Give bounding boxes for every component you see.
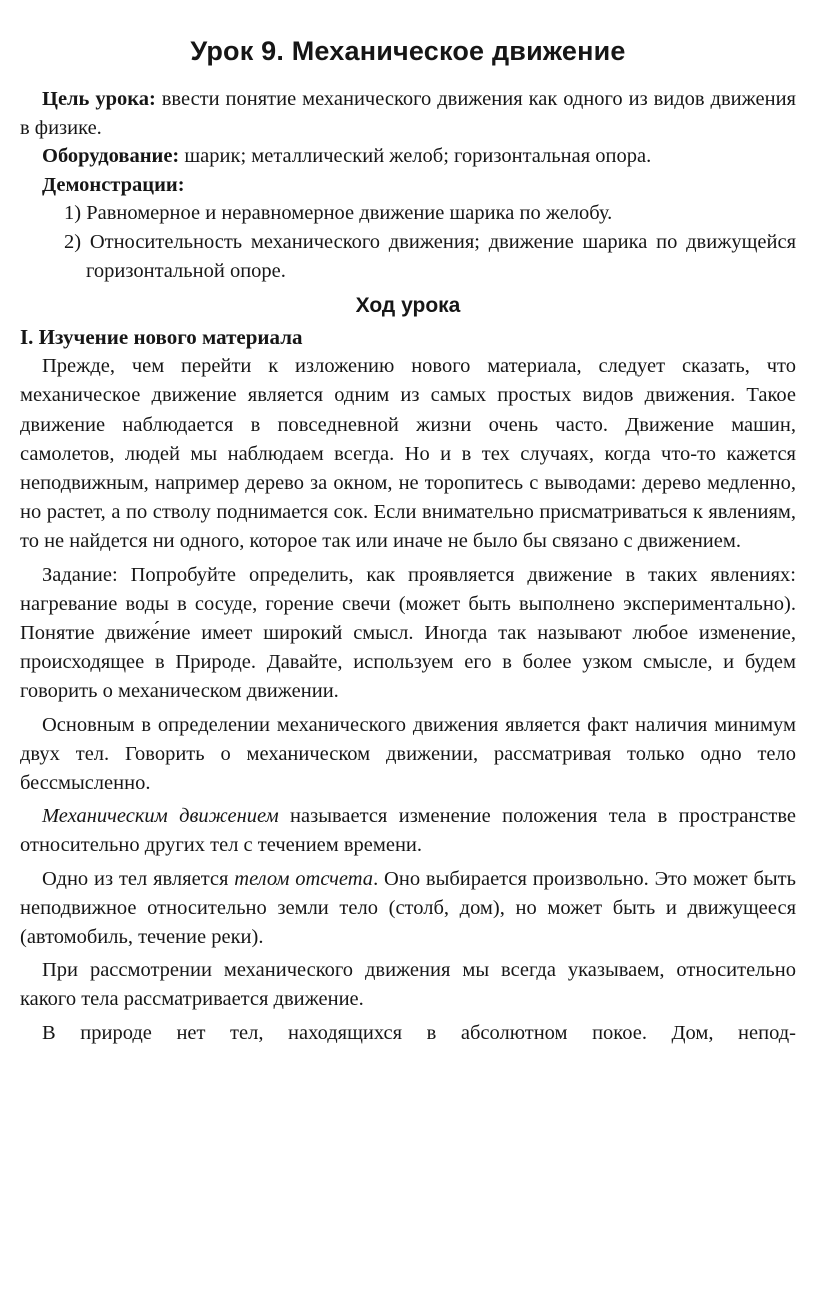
lesson-meta — [20, 85, 796, 285]
paragraph-5-rest: . Оно выбирается произвольно. Это может быть неподвижное относительно земли тело (столб, дом), но может быть и движущееся (автомобиль, течение реки). — [20, 867, 796, 949]
goal-text: ввести понятие механического движения как одного из видов движения в физике. — [20, 88, 796, 139]
body-text — [20, 352, 796, 1048]
term-reference-body: телом отсчета — [234, 867, 374, 890]
lesson-title: Урок 9. Механическое движение — [190, 36, 626, 66]
paragraph-1: Прежде, чем перейти к изложению нового материала, следует сказать, что механическое движение является одним из самых простых видов движения. Такое движение наблюдается в повседневной жизни очень часто. Движение машин, самолетов, людей мы наблюдаем всегда. Но и в тех случаях, когда что-то кажется неподвижным, например дерево за окном, не торопитесь с выводами: дерево медленно, но растет, а по стволу поднимается сок. Если внимательно присматриваться к явлениям, то не найдется ни одного, которое так или иначе не было бы связано с движением. — [20, 355, 796, 553]
paragraph-4-rest: называется изменение положения тела в пространстве относительно других тел с течением времени. — [20, 805, 796, 857]
paragraph-5 — [20, 865, 796, 953]
demo-item: 1) Равномерное и неравномерное движение шарика по желобу. — [64, 202, 613, 225]
section-heading: I. Изучение нового материала — [20, 325, 303, 350]
demo-item: 2) Относительность механического движения; движение шарика по движущейся горизонтальной опоре. — [64, 230, 796, 282]
equipment-label: Оборудование: — [42, 145, 180, 168]
term-mechanical-motion: Механическим движением — [42, 805, 279, 828]
paragraph-7: В природе нет тел, находящихся в абсолютном покое. Дом, непод- — [42, 1021, 796, 1044]
paragraph-6: При рассмотрении механического движения мы всегда указываем, относительно какого тела рассматривается движение. — [20, 959, 796, 1011]
paragraph-3: Основным в определении механического движения является факт наличия минимум двух тел. Говорить о механическом движении, рассматривая только одно тело бессмысленно. — [20, 713, 796, 794]
demos-label: Демонстрации: — [42, 173, 185, 196]
lesson-progress-heading: Ход урока — [355, 294, 461, 318]
goal-label: Цель урока: — [42, 88, 156, 110]
paragraph-4 — [20, 802, 796, 860]
paragraph-2: Задание: Попробуйте определить, как проявляется движение в таких явлениях: нагревание воды в сосуде, горение свечи (может быть выполнено экспериментально). Понятие движе́ние имеет широкий смысл. Иногда так называют любое изменение, происходящее в Природе. Давайте, используем его в более узком смысле, и будем говорить о механическом движении. — [20, 563, 796, 703]
document-page — [20, 30, 796, 1052]
demos-line — [20, 171, 796, 200]
equipment-text: шарик; металлический желоб; горизонтальная опора. — [179, 145, 652, 168]
goal-line — [20, 85, 796, 142]
equipment-line — [20, 142, 796, 171]
paragraph-5-start: Одно из тел является — [42, 867, 235, 890]
demos-list — [20, 199, 796, 285]
